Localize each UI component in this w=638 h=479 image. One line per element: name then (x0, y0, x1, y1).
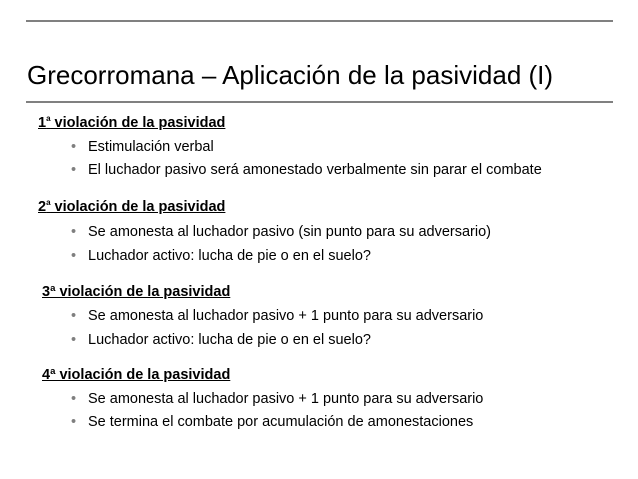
list-item-text: Se termina el combate por acumulación de amonestaciones (88, 414, 474, 430)
section-heading (38, 198, 225, 216)
heading-number: 2 (38, 199, 47, 215)
section-heading: 3ª violación de la pasividad (42, 284, 231, 300)
bullet-icon: • (71, 414, 77, 430)
heading-text: violación de la pasividad (50, 199, 226, 215)
list-item-text: Se amonesta al luchador pasivo + 1 punto para su adversario (88, 308, 484, 324)
bullet-icon: • (71, 162, 77, 178)
bullet-icon: • (71, 332, 77, 348)
heading-text: violación de la pasividad (50, 115, 226, 131)
list-item-text: Estimulación verbal (88, 139, 214, 155)
bullet-icon: • (71, 308, 77, 324)
bullet-icon: • (71, 391, 77, 407)
bullet-icon: • (71, 224, 77, 240)
top-divider (26, 20, 613, 22)
list-item-text: Se amonesta al luchador pasivo (sin punto para su adversario) (88, 224, 492, 240)
heading-number: 1 (38, 115, 47, 131)
heading-superscript: a (46, 114, 51, 124)
section-heading (38, 114, 225, 132)
heading-superscript: a (46, 198, 51, 208)
slide-title: Grecorromana – Aplicación de la pasividad (I) (27, 60, 554, 90)
list-item-text: Luchador activo: lucha de pie o en el suelo? (88, 248, 371, 264)
bullet-icon: • (71, 248, 77, 264)
title-divider (26, 101, 613, 103)
section-heading: 4ª violación de la pasividad (42, 367, 231, 383)
list-item-text: El luchador pasivo será amonestado verbalmente sin parar el combate (88, 162, 542, 178)
list-item-text: Se amonesta al luchador pasivo + 1 punto para su adversario (88, 391, 484, 407)
list-item-text: Luchador activo: lucha de pie o en el suelo? (88, 332, 371, 348)
bullet-icon: • (71, 139, 77, 155)
